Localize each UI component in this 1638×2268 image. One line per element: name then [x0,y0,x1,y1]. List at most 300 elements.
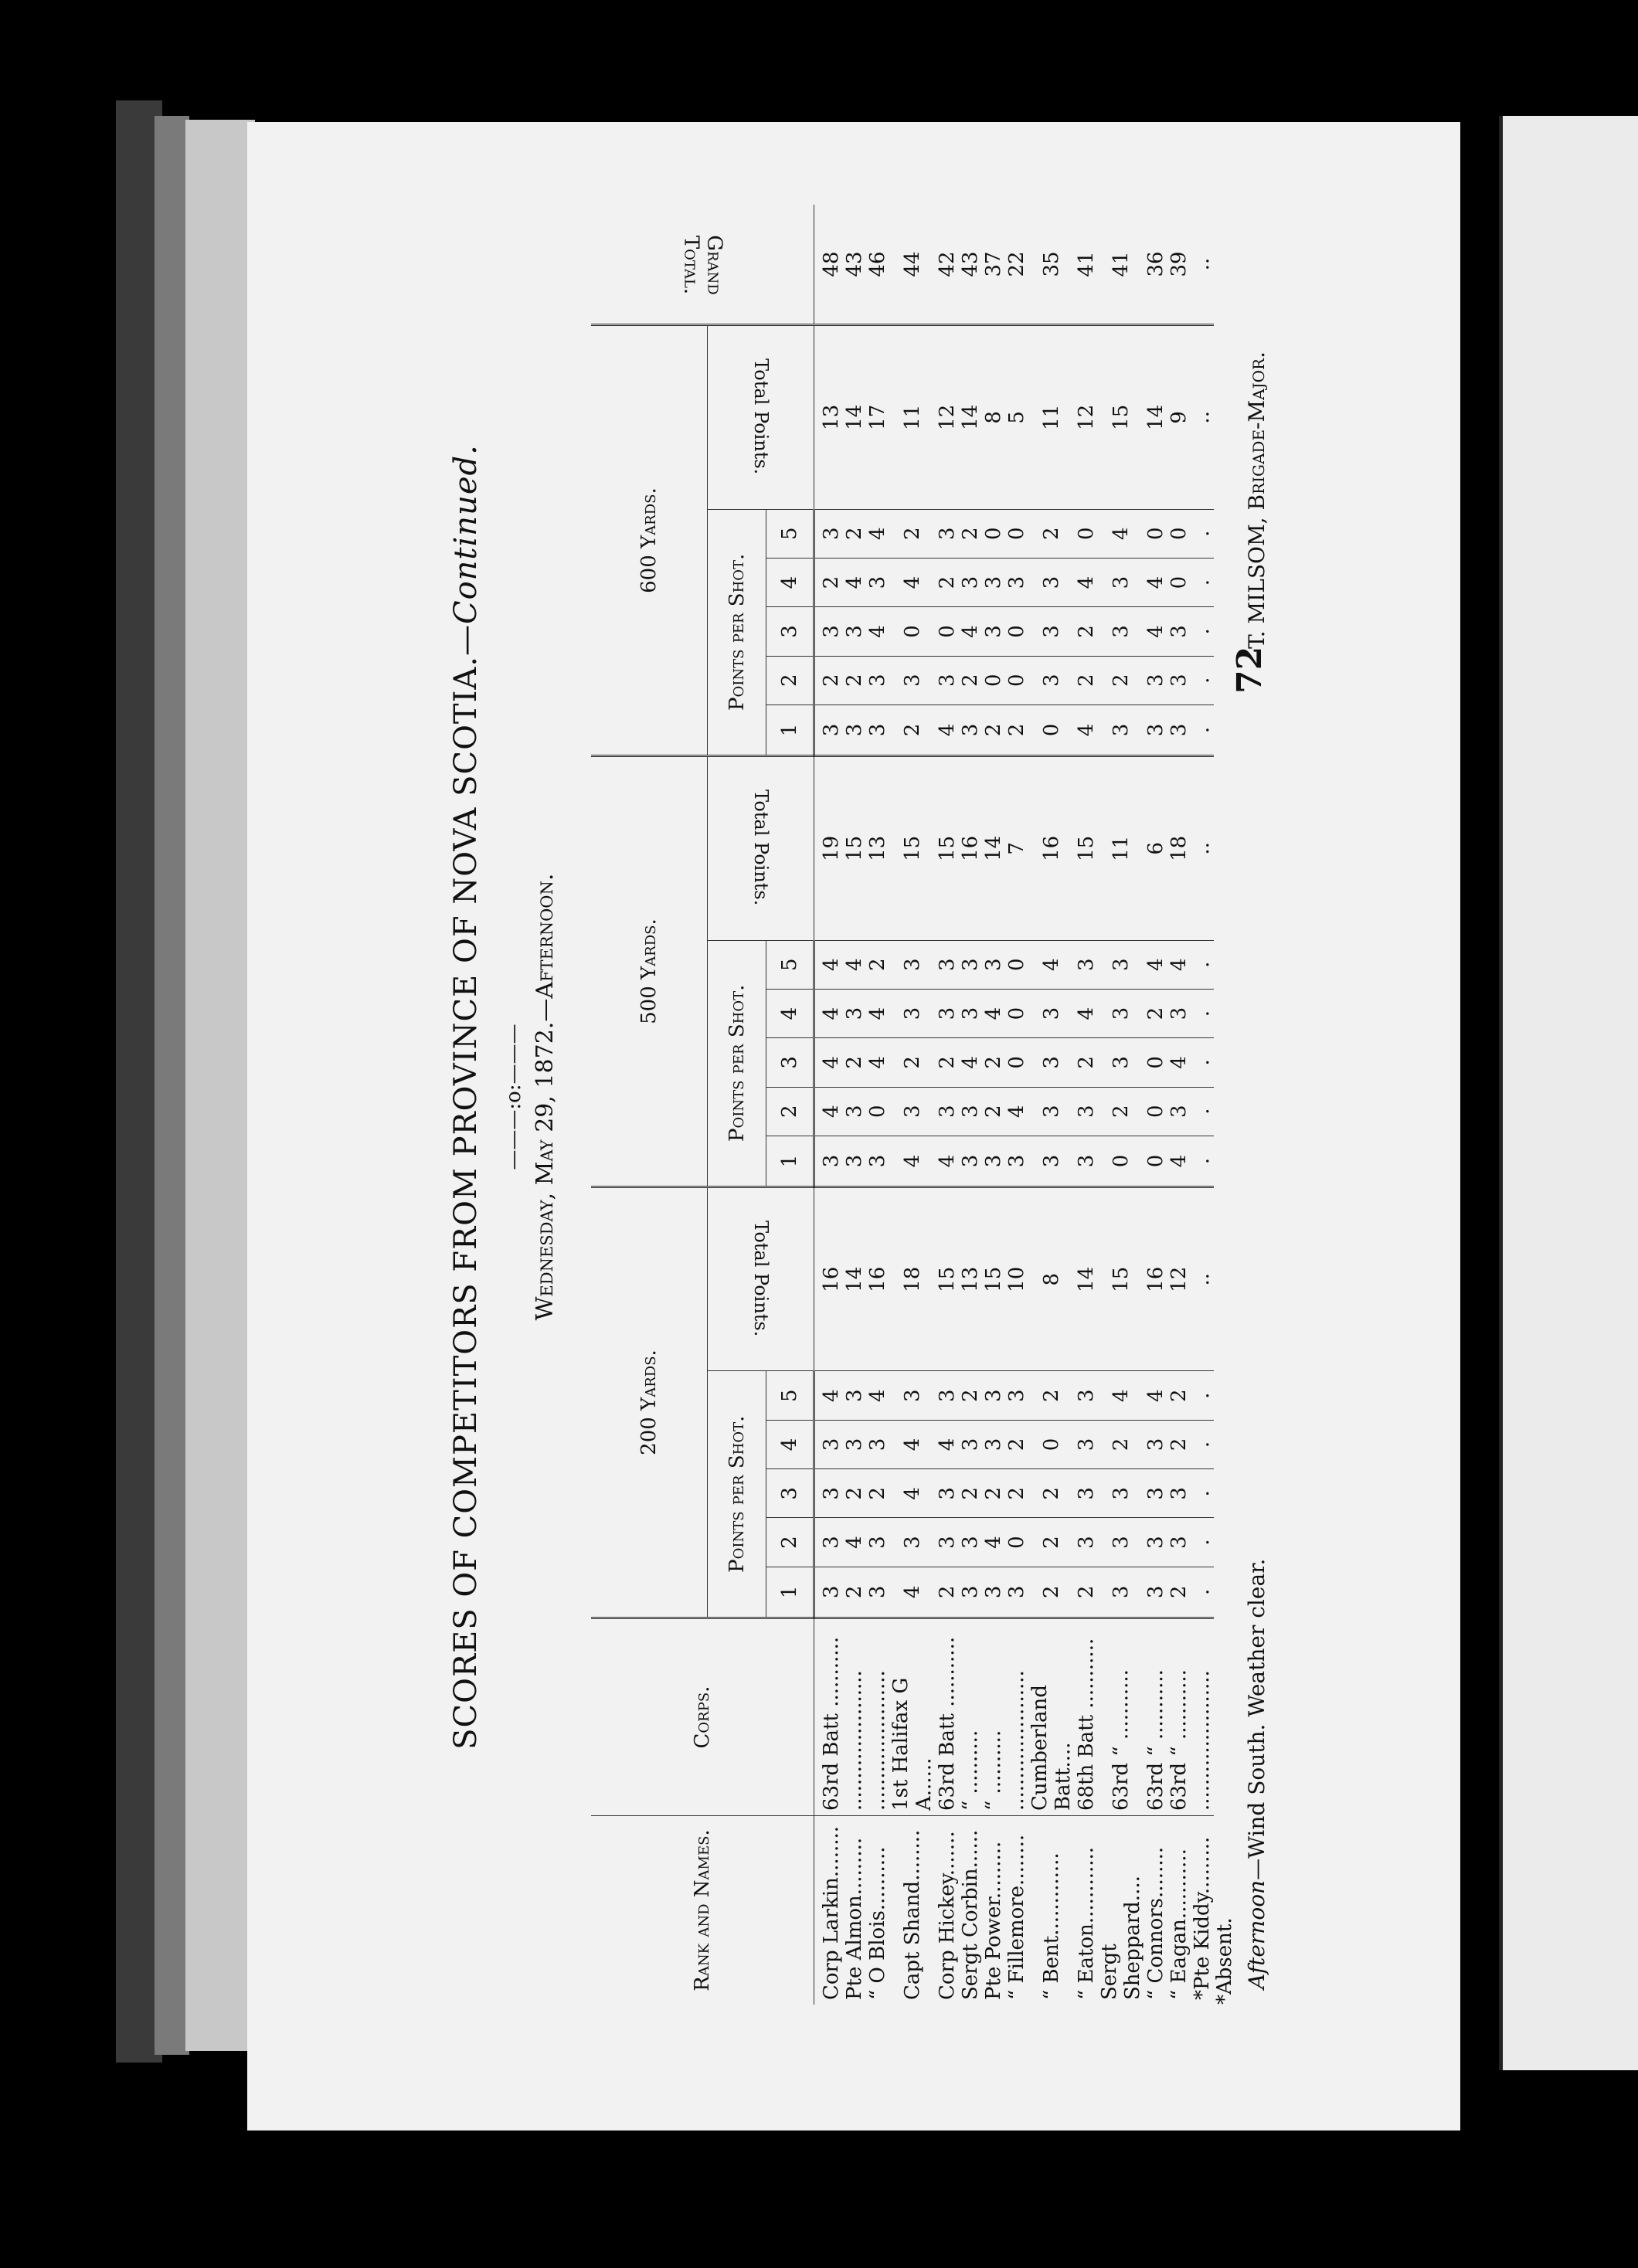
competitor-name: Capt Shand........ [901,1829,924,2000]
range-total: 18 [889,1187,936,1371]
shot-score: 2 [1075,1038,1098,1087]
range-total: 14 [959,325,982,510]
shot-score: 3 [959,1087,982,1136]
competitor-name: *Pte Kiddy......... [1191,1836,1214,2000]
competitor-name: “ Eagan........... [1167,1849,1191,2000]
shot-score: 2 [843,509,866,558]
shot-score: 3 [959,940,982,989]
shot-score: 3 [982,940,1005,989]
shot-score: 2 [1005,1420,1028,1468]
competitor-corps: Cumberland Batt.... [1028,1618,1075,1816]
shot-score: 2 [1098,1420,1144,1468]
shot-score: 0 [1005,989,1028,1037]
shot-score: 3 [959,558,982,606]
shot-score: 4 [1144,940,1167,989]
shot-score: . [1191,1567,1214,1618]
total-points-header: Total Points. [708,325,814,510]
shot-score: 3 [1098,558,1144,606]
shot-score: 3 [866,1518,889,1567]
shot-score: 2 [814,558,844,606]
shot-score: 3 [1144,705,1167,755]
yards-200-header: 200 Yards. [591,1187,708,1618]
shot-score: 3 [866,558,889,606]
shot-score: 3 [1098,1038,1144,1087]
range-total: 16 [866,1187,889,1371]
range-total: 12 [1167,1187,1191,1371]
shot-score: 3 [1028,607,1075,656]
shot-score: 3 [1028,1087,1075,1136]
shot-number: 2 [766,1087,814,1136]
page-number: 72 [1230,646,1269,694]
table-row [982,205,1005,2005]
shot-score: 3 [1075,1518,1098,1567]
shot-score: 3 [959,1567,982,1618]
shot-number: 4 [766,989,814,1037]
range-total: 11 [1098,756,1144,940]
shot-score: 3 [959,1136,982,1187]
table-row [889,205,936,2005]
shot-score: 4 [936,1136,959,1187]
range-total: 11 [1028,325,1075,510]
shot-score: 4 [959,607,982,656]
shot-score: . [1191,989,1214,1037]
shot-score: 4 [866,1038,889,1087]
shot-score: 3 [1075,1136,1098,1187]
shot-score: . [1191,1420,1214,1468]
shot-score: 4 [1075,558,1098,606]
shot-number: 3 [766,1469,814,1518]
title-separator: ———:o:——— [502,1024,525,1170]
shot-score: 3 [1005,1371,1028,1420]
range-total: 14 [982,756,1005,940]
shot-score: 3 [1098,607,1144,656]
grand-total-header: Grand Total. [591,205,814,325]
table-row [1191,205,1214,2005]
shot-score: 3 [1098,940,1144,989]
shot-score: 0 [1167,509,1191,558]
shot-score: 3 [959,989,982,1037]
total-points-header: Total Points. [708,1187,814,1371]
competitor-name: “ Connors........ [1144,1846,1167,2000]
shot-score: 3 [959,705,982,755]
grand-total: 46 [866,205,889,325]
weather-note: Afternoon—Wind South. Weather clear. [1244,1558,1269,1989]
competitor-corps: ...................... [866,1618,889,1816]
competitor-corps: 68th Batt ........... [1075,1618,1098,1816]
shot-score: 3 [1098,1567,1144,1618]
shot-score: 2 [1098,656,1144,705]
competitor-corps: 63rd “ ........... [1167,1618,1191,1816]
shot-score: . [1191,1038,1214,1087]
range-total: 15 [936,756,959,940]
range-total: 19 [814,756,844,940]
shot-score: 4 [982,1518,1005,1567]
grand-total: 44 [889,205,936,325]
total-points-header: Total Points. [708,756,814,940]
range-total: .. [1191,1187,1214,1371]
shot-score: 3 [889,656,936,705]
shot-score: 4 [889,1469,936,1518]
grand-total: 39 [1167,205,1191,325]
table-row [814,205,844,2005]
shot-score: 4 [936,1420,959,1468]
shot-score: 3 [1075,1420,1098,1468]
shot-score: . [1191,656,1214,705]
shot-score: 4 [843,940,866,989]
corps-header: Corps. [591,1618,814,1816]
grand-total: 43 [959,205,982,325]
shot-score: . [1191,940,1214,989]
shot-score: 3 [889,989,936,1037]
competitor-name: Corp Larkin........ [819,1825,843,2000]
competitor-name: Sergt Corbin...... [959,1829,982,2000]
shot-score: 4 [814,940,844,989]
shot-score: 2 [1167,1371,1191,1420]
range-total: 16 [959,756,982,940]
shot-score: 3 [959,1518,982,1567]
shot-score: 2 [982,1469,1005,1518]
range-total: 14 [843,1187,866,1371]
range-total: 15 [843,756,866,940]
shot-score: 4 [814,989,844,1037]
shot-score: 3 [814,1518,844,1567]
table-row [843,205,866,2005]
range-total: .. [1191,325,1214,510]
competitor-corps: “ .......... [959,1618,982,1816]
table-row [866,205,889,2005]
shot-score: 2 [1005,705,1028,755]
shot-score: 3 [1144,1518,1167,1567]
competitor-corps: 63rd “ ........... [1098,1618,1144,1816]
shot-score: 0 [1005,509,1028,558]
shot-score: 2 [843,1567,866,1618]
shot-score: 3 [1098,1469,1144,1518]
shot-score: 3 [814,607,844,656]
shot-score: 3 [1075,940,1098,989]
shot-score: 3 [843,607,866,656]
shot-score: 2 [959,1371,982,1420]
competitor-corps: 63rd “ ........... [1144,1618,1167,1816]
grand-total: 43 [843,205,866,325]
shot-score: 0 [866,1087,889,1136]
shot-score: 3 [1075,1371,1098,1420]
competitor-name: “ Fillemore........ [1005,1834,1028,2000]
range-total: 17 [866,325,889,510]
grand-total: 42 [936,205,959,325]
shot-score: 4 [1144,607,1167,656]
shot-score: 3 [982,1420,1005,1468]
shot-score: 4 [866,989,889,1037]
shot-score: 0 [1028,705,1075,755]
yards-600-header: 600 Yards. [591,325,708,756]
shot-score: 3 [936,509,959,558]
shot-score: 0 [1144,1087,1167,1136]
shot-score: 2 [936,1038,959,1087]
points-per-shot-header: Points per Shot. [708,940,766,1187]
competitor-name: “ Eaton............ [1075,1846,1098,2000]
competitor-corps: 63rd Batt ........... [814,1618,844,1816]
shot-score: 0 [1005,1038,1028,1087]
shot-score: 2 [936,1567,959,1618]
shot-number: 1 [766,705,814,755]
shot-score: . [1191,1371,1214,1420]
shot-score: 3 [936,989,959,1037]
shot-score: 4 [1075,989,1098,1037]
grand-total: 22 [1005,205,1028,325]
shot-score: 3 [1005,558,1028,606]
shot-score: 3 [1028,558,1075,606]
shot-score: 3 [843,1420,866,1468]
range-total: 7 [1005,756,1028,940]
competitor-corps: ...................... [843,1618,866,1816]
shot-score: 3 [936,656,959,705]
shot-score: 4 [936,705,959,755]
shot-score: 4 [1167,940,1191,989]
grand-total: .. [1191,205,1214,325]
shot-score: 3 [889,1518,936,1567]
shot-score: 4 [1028,940,1075,989]
shot-score: 2 [1028,1518,1075,1567]
range-total: 15 [982,1187,1005,1371]
shot-score: 3 [982,558,1005,606]
range-total: 9 [1167,325,1191,510]
shot-score: 0 [1028,1420,1075,1468]
shot-score: 3 [1144,656,1167,705]
shot-score: 4 [814,1087,844,1136]
shot-score: 3 [1075,1469,1098,1518]
shot-score: 3 [889,1371,936,1420]
shot-score: . [1191,607,1214,656]
shot-score: 3 [814,1420,844,1468]
shot-score: 0 [982,509,1005,558]
shot-number: 4 [766,558,814,606]
shot-score: 4 [889,558,936,606]
shot-score: 2 [1028,1567,1075,1618]
shot-score: 0 [889,607,936,656]
shot-score: 0 [1144,509,1167,558]
shot-score: 2 [1167,1420,1191,1468]
competitor-name: “ O Blois.......... [866,1846,889,2000]
shot-score: 3 [1028,1038,1075,1087]
score-rows [814,205,1215,2005]
range-total: 16 [814,1187,844,1371]
shot-score: 4 [1005,1087,1028,1136]
shot-score: 3 [936,1371,959,1420]
range-total: 13 [866,756,889,940]
shot-score: 3 [1167,705,1191,755]
shot-score: 3 [1028,656,1075,705]
shot-score: 3 [1167,607,1191,656]
grand-total: 36 [1144,205,1167,325]
shot-score: 3 [1144,1567,1167,1618]
shot-score: 4 [1144,1371,1167,1420]
range-total: 14 [1075,1187,1098,1371]
shot-score: 2 [814,656,844,705]
shot-score: 2 [982,1038,1005,1087]
shot-score: 3 [814,1136,844,1187]
shot-score: 0 [1075,509,1098,558]
range-total: 15 [936,1187,959,1371]
competitor-name: Pte Power......... [982,1841,1005,2000]
shot-score: 3 [982,607,1005,656]
table-row [959,205,982,2005]
competitor-corps: ...................... [1005,1618,1028,1816]
shot-score: 4 [1075,705,1098,755]
shot-number: 1 [766,1567,814,1618]
range-total: .. [1191,756,1214,940]
competitor-corps: 1st Halifax G A...... [889,1618,936,1816]
shot-score: 2 [1028,1371,1075,1420]
shot-score: 2 [866,940,889,989]
shot-score: 3 [1167,1087,1191,1136]
shot-score: 4 [866,509,889,558]
grand-total: 48 [814,205,844,325]
shot-score: 2 [843,1469,866,1518]
shot-score: 2 [1028,509,1075,558]
page-edges [185,120,255,2051]
shot-score: 0 [1005,607,1028,656]
range-total: 18 [1167,756,1191,940]
competitor-corps: ...................... [1191,1618,1214,1816]
shot-score: 2 [889,509,936,558]
shot-score: 3 [1028,1136,1075,1187]
range-total: 16 [1144,1187,1167,1371]
table-row [1167,205,1191,2005]
shot-number: 5 [766,1371,814,1420]
shot-score: 3 [1028,989,1075,1037]
range-total: 12 [936,325,959,510]
range-total: 15 [889,756,936,940]
shot-score: 3 [982,1371,1005,1420]
shot-score: 2 [1098,1087,1144,1136]
shot-score: 4 [959,1038,982,1087]
shot-score: 2 [889,705,936,755]
range-total: 13 [814,325,844,510]
range-total: 14 [1144,325,1167,510]
table-row [1098,205,1144,2005]
shot-score: 4 [1098,509,1144,558]
binding-edge [155,116,189,2055]
shot-score: 2 [959,656,982,705]
shot-score: 3 [814,509,844,558]
shot-score: 4 [843,1518,866,1567]
shot-score: 3 [843,1087,866,1136]
competitor-name: Sergt Sheppard.... [1098,1876,1144,2000]
shot-score: 3 [1098,989,1144,1037]
grand-total: 37 [982,205,1005,325]
shot-score: 3 [982,1136,1005,1187]
shot-number: 5 [766,509,814,558]
shot-score: 2 [1028,1469,1075,1518]
shot-score: 4 [982,989,1005,1037]
shot-score: 3 [936,940,959,989]
shot-score: . [1191,558,1214,606]
shot-score: 2 [959,1469,982,1518]
shot-score: 4 [1167,1136,1191,1187]
shot-score: 2 [936,558,959,606]
table-row [936,205,959,2005]
signature: T. MILSOM, Brigade-Major. [1244,351,1269,649]
shot-score: 4 [889,1567,936,1618]
shot-score: 4 [889,1420,936,1468]
shot-score: 3 [1098,705,1144,755]
shot-score: 3 [936,1087,959,1136]
shot-score: 0 [1005,940,1028,989]
competitor-name: Corp Hickey....... [936,1831,959,2000]
shot-score: 2 [1144,989,1167,1037]
shot-score: 2 [1075,656,1098,705]
shot-score: 4 [1144,558,1167,606]
shot-score: 3 [889,1087,936,1136]
shot-score: 3 [843,989,866,1037]
shot-score: 4 [866,1371,889,1420]
grand-total: 35 [1028,205,1075,325]
shot-score: 4 [866,607,889,656]
shot-score: 3 [1167,989,1191,1037]
shot-score: 2 [982,705,1005,755]
shot-number: 5 [766,940,814,989]
shot-score: 2 [1005,1469,1028,1518]
range-total: 5 [1005,325,1028,510]
absent-footnote: *Absent. [1213,1917,1236,2005]
shot-score: . [1191,1136,1214,1187]
table-row [1005,205,1028,2005]
shot-score: 3 [1005,1136,1028,1187]
range-total: 15 [1098,325,1144,510]
shot-score: 3 [959,1420,982,1468]
shot-number: 3 [766,1038,814,1087]
shot-score: 2 [982,1087,1005,1136]
shot-score: 0 [1144,1038,1167,1087]
range-total: 15 [1098,1187,1144,1371]
shot-score: 2 [866,1469,889,1518]
shot-score: . [1191,1469,1214,1518]
shot-number: 4 [766,1420,814,1468]
range-total: 8 [1028,1187,1075,1371]
shot-score: 0 [1098,1136,1144,1187]
shot-score: 3 [814,705,844,755]
facing-page [1503,116,1638,2070]
grand-total: 41 [1075,205,1098,325]
shot-score: 0 [1167,558,1191,606]
range-total: 11 [889,325,936,510]
shot-score: 0 [1005,1518,1028,1567]
shot-score: . [1191,1518,1214,1567]
shot-score: 2 [1075,1567,1098,1618]
range-total: 13 [959,1187,982,1371]
range-total: 12 [1075,325,1098,510]
shot-score: 3 [1075,1087,1098,1136]
grand-total: 41 [1098,205,1144,325]
shot-score: 3 [1144,1469,1167,1518]
page-title: SCORES OF COMPETITORS FROM PROVINCE OF NOVA SCOTIA.—Continued. [448,444,484,1750]
shot-score: 0 [936,607,959,656]
competitor-corps: 63rd Batt ........... [936,1618,959,1816]
shot-score: 3 [1144,1420,1167,1468]
rank-names-header: Rank and Names. [591,1816,814,2005]
yards-500-header: 500 Yards. [591,756,708,1187]
shot-score: . [1191,509,1214,558]
range-total: 15 [1075,756,1098,940]
shot-score: 3 [866,1567,889,1618]
competitor-name: “ Bent............. [1040,1852,1063,2000]
shot-score: 3 [814,1567,844,1618]
range-total: 16 [1028,756,1075,940]
shot-score: . [1191,1087,1214,1136]
shot-score: 3 [1167,1518,1191,1567]
shot-score: 2 [843,656,866,705]
scores-table [591,205,1214,2005]
